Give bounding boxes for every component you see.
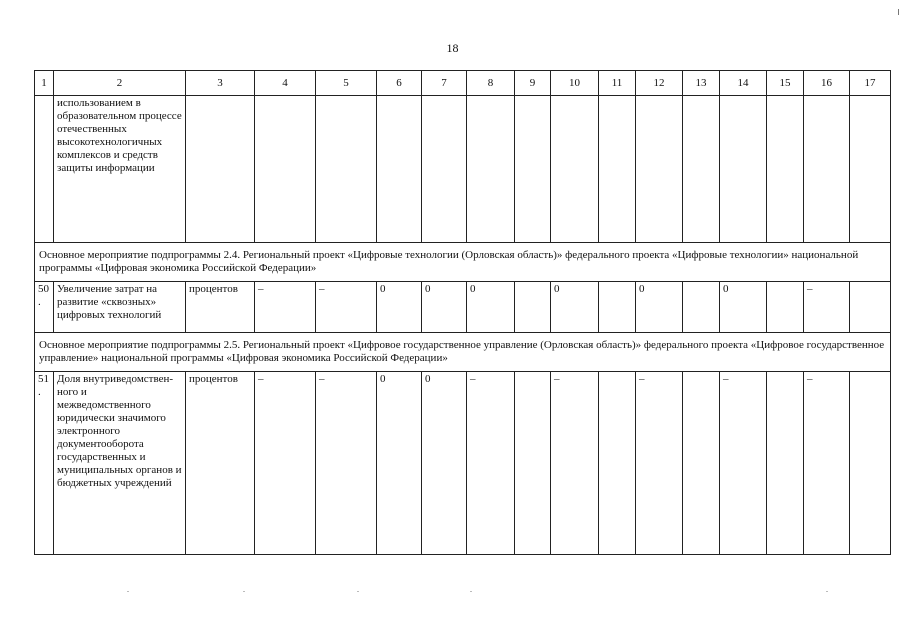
header-cell: 3 [186, 71, 255, 96]
header-cell: 4 [255, 71, 316, 96]
header-cell: 17 [850, 71, 891, 96]
value-cell: – [551, 372, 599, 555]
table-cell [767, 96, 804, 243]
row-number-cell: 50. [35, 282, 54, 333]
value-cell: 0 [377, 372, 422, 555]
table-cell [850, 96, 891, 243]
table-cell [316, 96, 377, 243]
page-number: 18 [446, 41, 459, 55]
value-cell: 0 [422, 282, 467, 333]
section-row-2-4 [35, 243, 891, 282]
column-number-row [35, 71, 891, 96]
table-cell [636, 96, 683, 243]
value-cell [767, 372, 804, 555]
table-cell [551, 96, 599, 243]
value-cell [683, 372, 720, 555]
value-cell [599, 372, 636, 555]
table-cell [599, 96, 636, 243]
table-row-50 [35, 282, 891, 333]
value-cell [767, 282, 804, 333]
table-cell [683, 96, 720, 243]
header-cell: 9 [515, 71, 551, 96]
header-cell: 14 [720, 71, 767, 96]
scan-dot [470, 591, 472, 592]
header-cell: 10 [551, 71, 599, 96]
header-cell: 8 [467, 71, 515, 96]
header-cell: 15 [767, 71, 804, 96]
value-cell: 0 [422, 372, 467, 555]
value-cell [683, 282, 720, 333]
value-cell [850, 372, 891, 555]
indicator-name-cell: Доля внутриведомственного и межведомственного юридически значимого электронного документооборота государственных и муниципальных органов и бюджетных учреждений [54, 372, 186, 555]
unit-cell: процентов [186, 372, 255, 555]
section-row-2-5 [35, 333, 891, 372]
value-cell: 0 [720, 282, 767, 333]
value-cell: 0 [377, 282, 422, 333]
header-cell: 7 [422, 71, 467, 96]
header-cell: 2 [54, 71, 186, 96]
table-cell [720, 96, 767, 243]
table-row-51 [35, 372, 891, 555]
table-cell [422, 96, 467, 243]
value-cell: – [636, 372, 683, 555]
value-cell: – [316, 372, 377, 555]
scan-dot [243, 591, 245, 592]
value-cell [850, 282, 891, 333]
table-cell [377, 96, 422, 243]
indicator-table [34, 70, 891, 555]
value-cell [515, 372, 551, 555]
unit-cell: процентов [186, 282, 255, 333]
header-cell: 12 [636, 71, 683, 96]
header-cell: 11 [599, 71, 636, 96]
section-heading: Основное мероприятие подпрограммы 2.4. Региональный проект «Цифровые технологии (Орловская область)» федерального проекта «Цифровые технологии» национальной программы «Цифровая экономика Российской Федерации» [35, 243, 891, 282]
table-cell [515, 96, 551, 243]
header-cell: 6 [377, 71, 422, 96]
value-cell: – [804, 372, 850, 555]
value-cell [515, 282, 551, 333]
table-cell [186, 96, 255, 243]
header-cell: 16 [804, 71, 850, 96]
indicator-name-cell: использованием в образовательном процессе отечественных высокотехнологичных комплексов и средств защиты информации [54, 96, 186, 243]
value-cell: – [316, 282, 377, 333]
header-cell: 13 [683, 71, 720, 96]
scan-dot [127, 591, 129, 592]
value-cell: – [720, 372, 767, 555]
section-heading: Основное мероприятие подпрограммы 2.5. Региональный проект «Цифровое государственное управление (Орловская область)» федерального проекта «Цифровое государственное управление» национальной программы «Цифровая экономика Российской Федерации» [35, 333, 891, 372]
value-cell: – [255, 282, 316, 333]
table-cell [467, 96, 515, 243]
header-cell: 1 [35, 71, 54, 96]
value-cell: – [804, 282, 850, 333]
row-number-cell: 51. [35, 372, 54, 555]
scan-edge-mark [898, 9, 899, 15]
value-cell: 0 [636, 282, 683, 333]
value-cell: 0 [467, 282, 515, 333]
table-cell [255, 96, 316, 243]
scan-dot [826, 591, 828, 592]
value-cell [599, 282, 636, 333]
row-number-cell [35, 96, 54, 243]
header-cell: 5 [316, 71, 377, 96]
table-cell [804, 96, 850, 243]
value-cell: – [467, 372, 515, 555]
scan-dust-marks [0, 591, 905, 593]
scan-dot [357, 591, 359, 592]
value-cell: 0 [551, 282, 599, 333]
indicator-name-cell: Увеличение затрат на развитие «сквозных» цифровых технологий [54, 282, 186, 333]
continuation-row [35, 96, 891, 243]
value-cell: – [255, 372, 316, 555]
